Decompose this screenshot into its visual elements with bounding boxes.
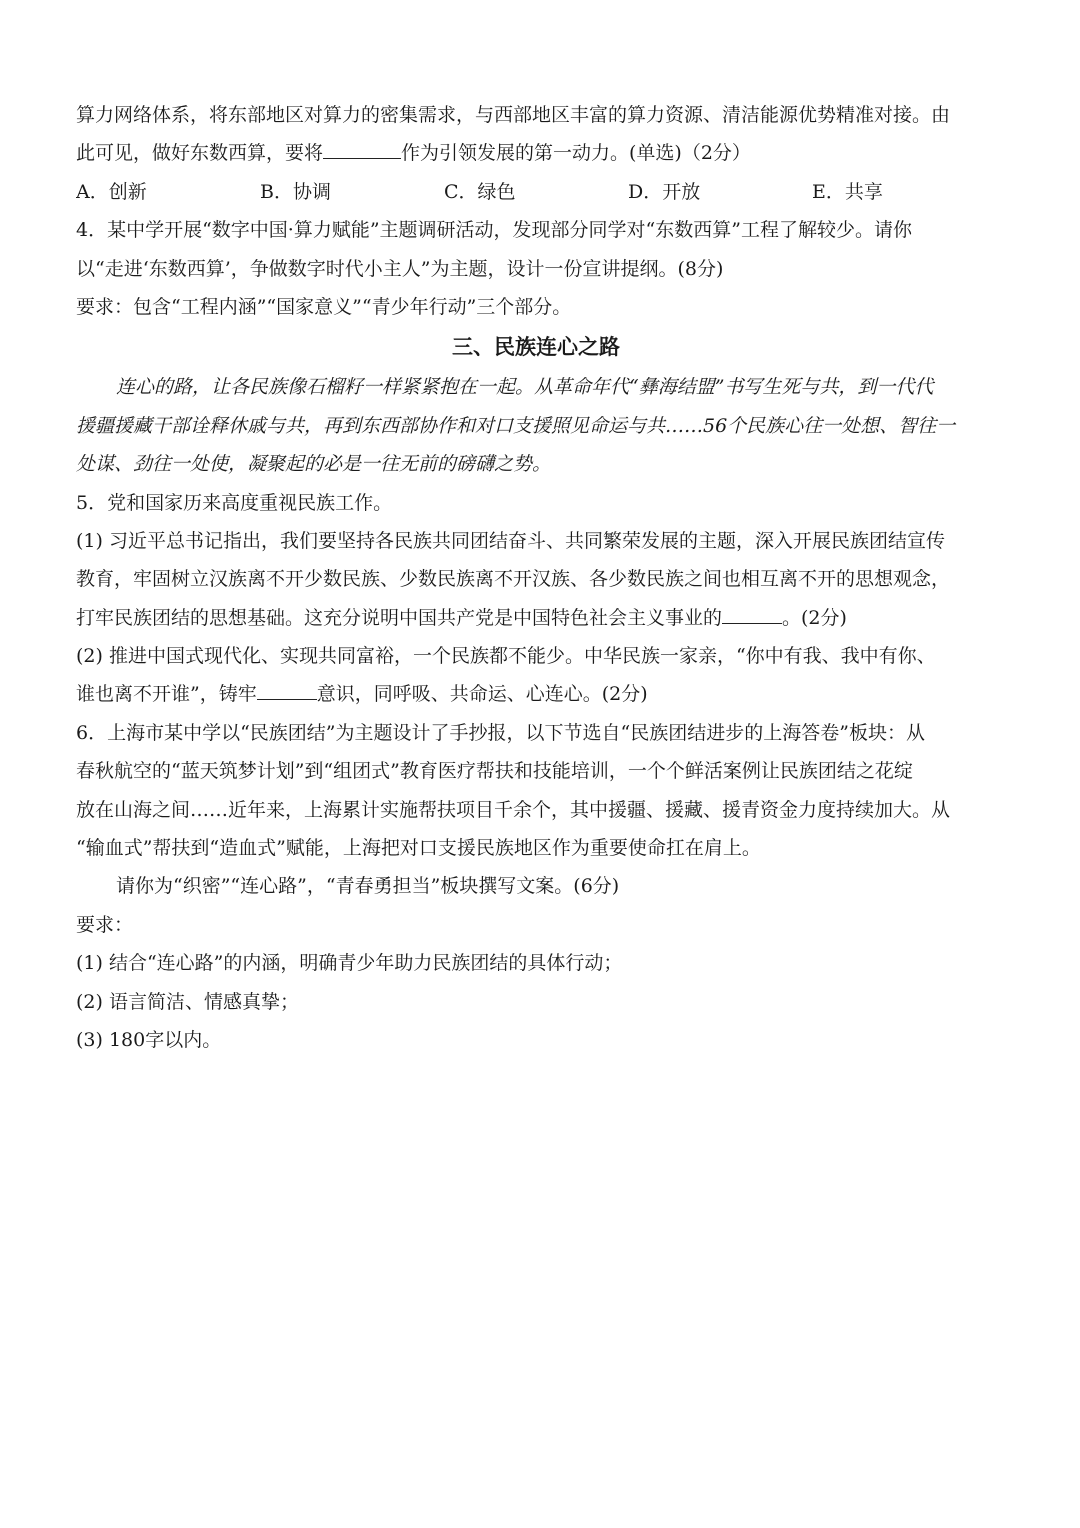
q3-line-1: 算力网络体系，将东部地区对算力的密集需求，与西部地区丰富的算力资源、清洁能源优势精准对接。由 [76, 104, 951, 126]
q3-line-2 [76, 134, 996, 172]
exam-content [76, 96, 996, 1059]
q6-requirements-title: 要求： [76, 913, 134, 936]
q6-line-2: 春秋航空的“蓝天筑梦计划”到“组团式”教育医疗帮扶和技能培训，一个个鲜活案例让民族团结之花绽 [76, 760, 913, 783]
section-intro-line-3: 处谋、劲往一处使，凝聚起的必是一往无前的磅礴之势。 [76, 453, 552, 476]
option-b[interactable]: B．协调 [260, 180, 331, 203]
q5-part1-line-3-after: 。(2分) [782, 606, 847, 629]
q6-line-1: 6．上海市某中学以“民族团结”为主题设计了手抄报，以下节选自“民族团结进步的上海答卷”板块：从 [76, 721, 925, 744]
section-intro-line-2: 援疆援藏干部诠释休戚与共，再到东西部协作和对口支援照见命运与共……56个民族心往一处想、智往一 [76, 414, 956, 437]
answer-blank-q5-2 [257, 679, 317, 700]
option-e[interactable]: E．共享 [812, 180, 883, 203]
q5-part2-line-2 [76, 675, 996, 713]
q6-requirement-3: (3) 180字以内。 [76, 1028, 222, 1051]
q4-requirements: 要求：包含“工程内涵”“国家意义”“青少年行动”三个部分。 [76, 295, 572, 318]
q5-stem: 5．党和国家历来高度重视民族工作。 [76, 491, 393, 514]
option-a[interactable]: A．创新 [76, 180, 147, 203]
option-d[interactable]: D．开放 [628, 180, 701, 203]
q6-line-3: 放在山海之间……近年来，上海累计实施帮扶项目千余个，其中援疆、援藏、援青资金力度持续加大。从 [76, 798, 951, 821]
q6-line-4: “输血式”帮扶到“造血式”赋能，上海把对口支援民族地区作为重要使命扛在肩上。 [76, 837, 761, 860]
q6-requirement-1: (1) 结合“连心路”的内涵，明确青少年助力民族团结的具体行动； [76, 952, 623, 975]
q3-line-2-before: 此可见，做好东数西算，要将 [76, 142, 324, 165]
q5-part2-line-2-before: 谁也离不开谁”，铸牢 [76, 683, 257, 706]
q5-part1-line-2: 教育，牢固树立汉族离不开少数民族、少数民族离不开汉族、各少数民族之间也相互离不开的思想观念， [76, 568, 951, 591]
answer-blank-q3 [323, 138, 401, 159]
q5-part2-line-2-after: 意识，同呼吸、共命运、心连心。(2分) [316, 683, 648, 706]
q6-requirement-2: (2) 语言简洁、情感真挚； [76, 990, 299, 1013]
q4-line-2: 以“走进‘东数西算’，争做数字时代小主人”为主题，设计一份宣讲提纲。(8分) [76, 257, 724, 280]
q4-line-1: 4．某中学开展“数字中国·算力赋能”主题调研活动，发现部分同学对“东数西算”工程了解较少。请你 [76, 219, 912, 242]
q3-options [76, 173, 996, 211]
q3-line-2-after: 作为引领发展的第一动力。(单选)（2分） [401, 142, 751, 165]
section-intro-line-1: 连心的路，让各民族像石榴籽一样紧紧抱在一起。从革命年代“彝海结盟”书写生死与共，到一代代 [116, 376, 934, 399]
q5-part1-line-1: (1) 习近平总书记指出，我们要坚持各民族共同团结奋斗、共同繁荣发展的主题，深入开展民族团结宣传 [76, 529, 945, 552]
q5-part1-line-3-before: 打牢民族团结的思想基础。这充分说明中国共产党是中国特色社会主义事业的 [76, 606, 723, 629]
q5-part2-line-1: (2) 推进中国式现代化、实现共同富裕，一个民族都不能少。中华民族一家亲，“你中有我、我中有你、 [76, 645, 936, 668]
q5-part1-line-3 [76, 599, 996, 637]
q6-task: 请你为“织密”“连心路”，“青春勇担当”板块撰写文案。(6分) [116, 875, 620, 898]
option-c[interactable]: C．绿色 [444, 180, 516, 203]
section-title: 三、民族连心之路 [452, 335, 620, 360]
answer-blank-q5-1 [722, 603, 782, 624]
